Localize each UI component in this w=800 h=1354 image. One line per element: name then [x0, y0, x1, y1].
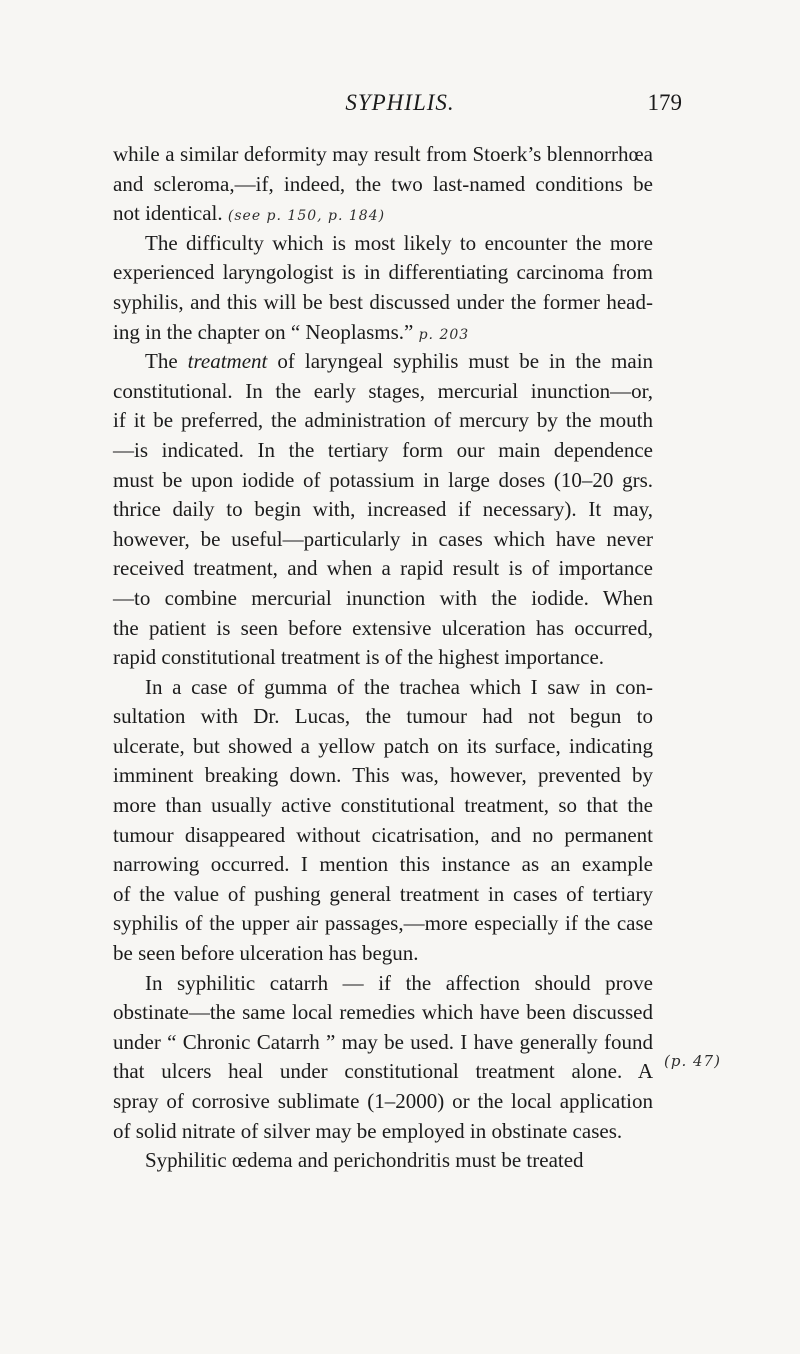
running-header — [0, 90, 800, 120]
text-line: —to combine mercurial inunction with the iodide. When — [113, 585, 653, 610]
text-line: must be upon iodide of potassium in large doses (10–20 grs. — [113, 467, 653, 492]
text-line: thrice daily to begin with, increased if necessary). It may, — [113, 497, 653, 522]
running-title: SYPHILIS. — [345, 90, 455, 115]
text-line-content: ing in the chapter on “ Neoplasms.” — [113, 319, 414, 344]
text-fragment: The — [145, 349, 178, 374]
text-line: obstinate—the same local remedies which have been discussed — [113, 1000, 653, 1025]
text-line: rapid constitutional treatment is of the highest importance. — [113, 645, 605, 670]
text-line: In a case of gumma of the trachea which I saw in con- — [145, 674, 653, 699]
text-line: more than usually active constitutional treatment, so that the — [113, 793, 653, 818]
page-number: 179 — [647, 90, 682, 115]
text-line — [113, 199, 653, 229]
text-line: the patient is seen before extensive ulceration has occurred, — [113, 615, 653, 640]
handwritten-margin-note: (p. 47) — [664, 1052, 721, 1070]
text-line: In syphilitic catarrh — if the affection should prove — [145, 970, 653, 995]
text-line: Syphilitic œdema and perichondritis must be treated — [145, 1148, 584, 1173]
text-fragment: of laryngeal syphilis must be in the main — [277, 349, 654, 374]
text-line: be seen before ulceration has begun. — [113, 941, 419, 966]
text-line: imminent breaking down. This was, however, prevented by — [113, 763, 653, 788]
text-line: narrowing occurred. I mention this instance as an example — [113, 852, 653, 877]
text-line: tumour disappeared without cicatrisation, and no permanent — [113, 822, 653, 847]
handwritten-note: (see p. 150, p. 184) — [227, 208, 386, 225]
text-line — [113, 318, 653, 348]
text-line: ulcerate, but showed a yellow patch on its surface, indicating — [113, 733, 653, 758]
text-line — [113, 347, 653, 377]
text-line-content: not identical. — [113, 201, 223, 226]
text-line: however, be useful—particularly in cases which have never — [113, 526, 653, 551]
text-line: The difficulty which is most likely to encounter the more — [145, 230, 653, 255]
text-line: experienced laryngologist is in differentiating carcinoma from — [113, 260, 653, 285]
body-text — [113, 140, 653, 1176]
italic-term: treatment — [187, 349, 268, 374]
text-line: received treatment, and when a rapid result is of importance — [113, 556, 653, 581]
text-line: that ulcers heal under constitutional treatment alone. A — [113, 1059, 653, 1084]
text-line: if it be preferred, the administration of mercury by the mouth — [113, 408, 653, 433]
text-line: syphilis, and this will be best discussed under the former head- — [113, 289, 653, 314]
text-line: spray of corrosive sublimate (1–2000) or the local application — [113, 1089, 653, 1113]
text-line: and scleroma,—if, indeed, the two last-named conditions be — [113, 171, 653, 196]
handwritten-note: p. 203 — [418, 326, 470, 343]
text-line: syphilis of the upper air passages,—more especially if the case — [113, 911, 653, 936]
text-line: —is indicated. In the tertiary form our main dependence — [113, 437, 653, 462]
text-line: constitutional. In the early stages, mercurial inunction—or, — [113, 378, 653, 403]
text-line: while a similar deformity may result from Stoerk’s blennorrhœa — [113, 142, 653, 166]
text-line: of the value of pushing general treatment in cases of tertiary — [113, 881, 653, 906]
text-line: sultation with Dr. Lucas, the tumour had not begun to — [113, 704, 653, 729]
text-line: under “ Chronic Catarrh ” may be used. I have generally found — [113, 1029, 653, 1054]
text-line: of solid nitrate of silver may be employed in obstinate cases. — [113, 1118, 623, 1143]
